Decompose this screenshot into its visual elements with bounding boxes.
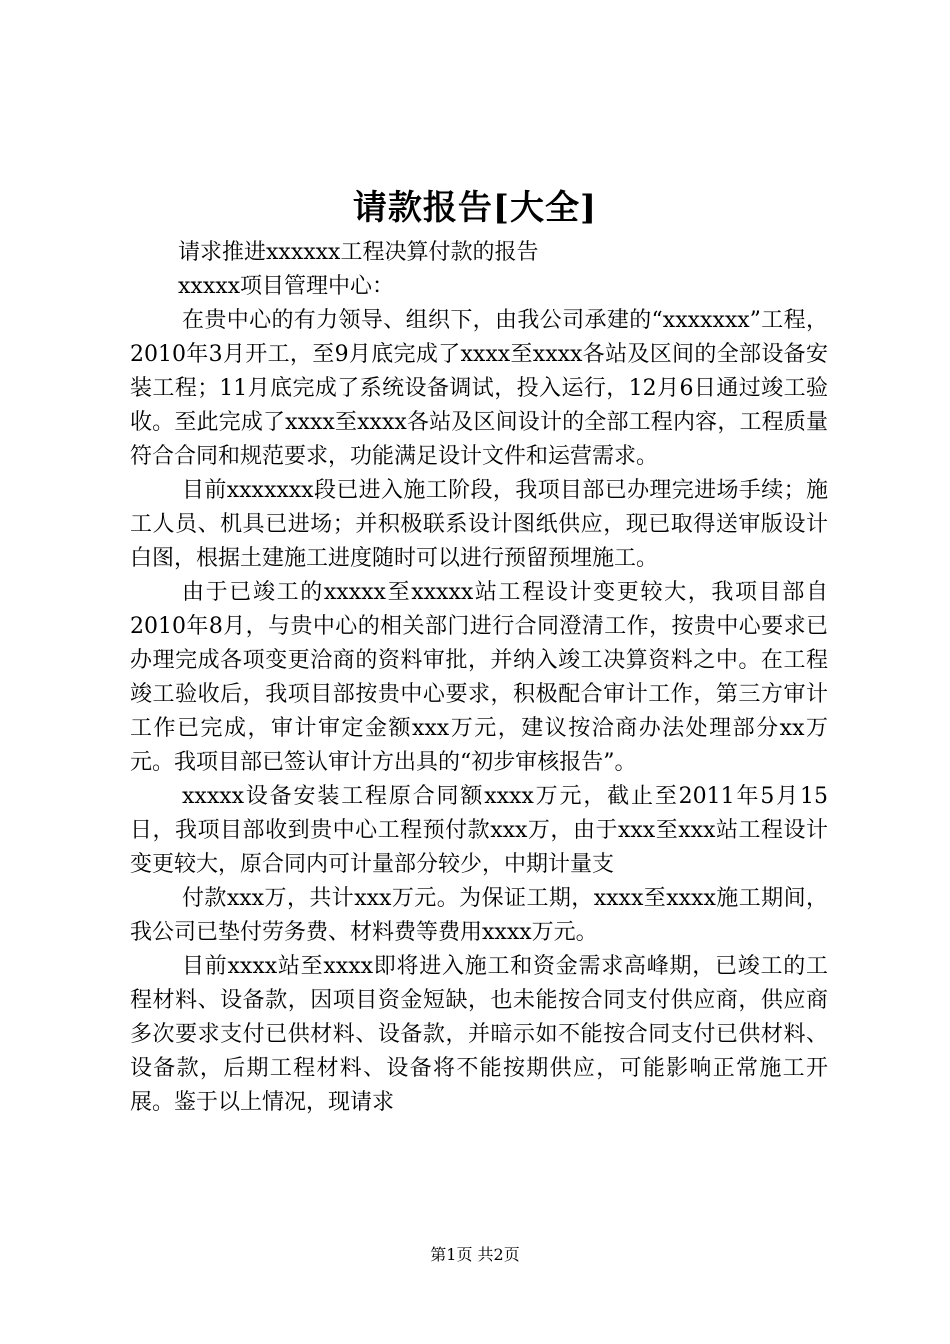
addressee: xxxxx项目管理中心： xyxy=(178,274,395,299)
paragraph-2: 目前xxxxxxx段已进入施工阶段，我项目部已办理完进场手续；施工人员、机具已进场；并积极联系设计图纸供应，现已取得送审版设计白图，根据土建施工进度随时可以进行预留预埋施工。 xyxy=(130,478,828,571)
paragraph-1: 在贵中心的有力领导、组织下，由我公司承建的“xxxxxxx”工程，2010年3月开工，至9月底完成了xxxx至xxxx各站及区间的全部设备安装工程；11月底完成了系统设备调试，投入运行，12月6日通过竣工验收。至此完成了xxxx至xxxx各站及区间设计的全部工程内容，工程质量符合合同和规范要求，功能满足设计文件和运营需求。 xyxy=(130,308,828,469)
page-footer: 第1页 共2页 xyxy=(430,1245,520,1264)
paragraph-4: xxxxx设备安装工程原合同额xxxx万元，截止至2011年5月15日，我项目部收到贵中心工程预付款xxx万，由于xxx至xxx站工程设计变更较大，原合同内可计量部分较少，中期计量支 xyxy=(130,784,828,877)
document-title: 请款报告[大全] xyxy=(352,188,598,228)
document-subtitle: 请求推进xxxxxx工程决算付款的报告 xyxy=(178,240,539,265)
paragraph-6: 目前xxxx站至xxxx即将进入施工和资金需求高峰期，已竣工的工程材料、设备款，因项目资金短缺，也未能按合同支付供应商，供应商多次要求支付已供材料、设备款，并暗示如不能按合同支付已供材料、设备款，后期工程材料、设备将不能按期供应，可能影响正常施工开展。鉴于以上情况，现请求 xyxy=(130,954,828,1115)
paragraph-5: 付款xxx万，共计xxx万元。为保证工期，xxxx至xxxx施工期间，我公司已垫付劳务费、材料费等费用xxxx万元。 xyxy=(130,886,828,945)
document-body xyxy=(130,236,828,1120)
paragraph-3: 由于已竣工的xxxxx至xxxxx站工程设计变更较大，我项目部自2010年8月，与贵中心的相关部门进行合同澄清工作，按贵中心要求已办理完成各项变更洽商的资料审批，并纳入竣工决算资料之中。在工程竣工验收后，我项目部按贵中心要求，积极配合审计工作，第三方审计工作已完成，审计审定金额xxx万元，建议按洽商办法处理部分xx万元。我项目部已签认审计方出具的“初步审核报告”。 xyxy=(130,580,828,775)
